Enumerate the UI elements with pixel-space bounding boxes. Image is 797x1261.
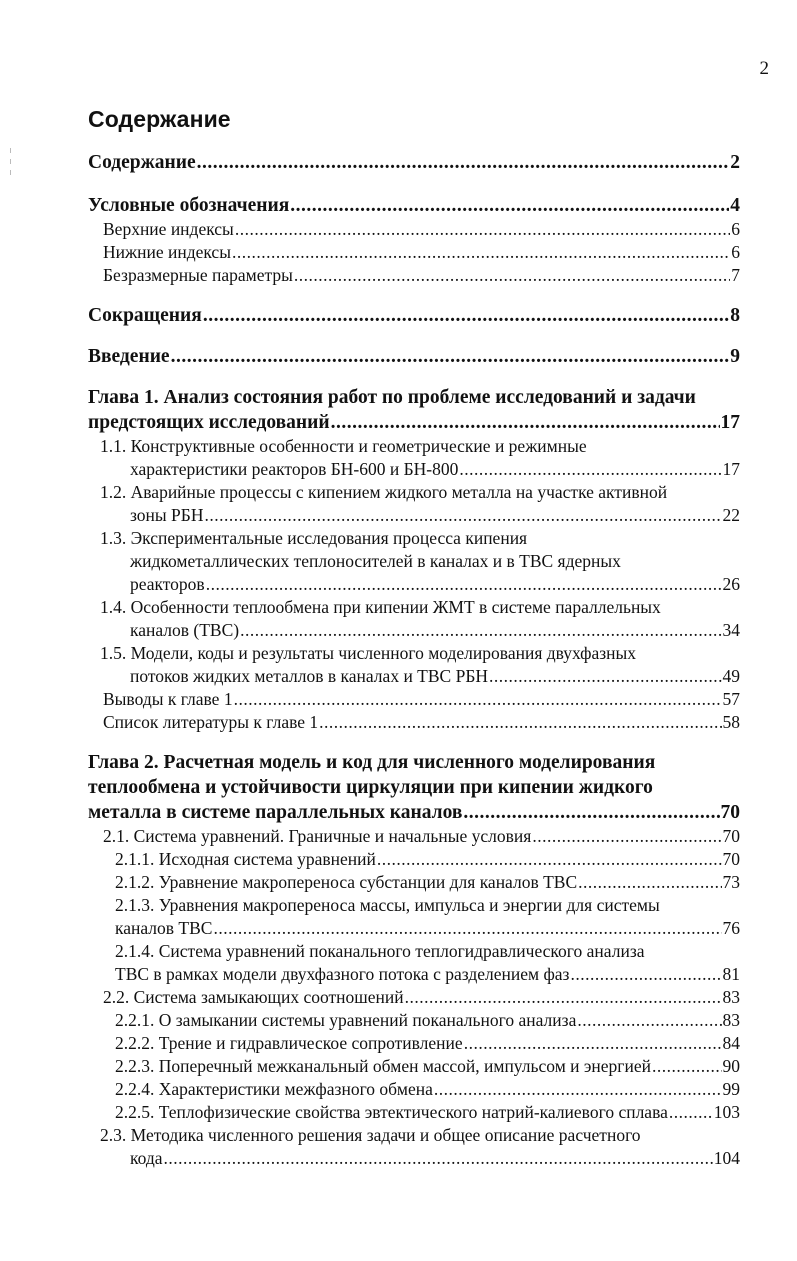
- toc-page-number: 2: [730, 152, 740, 173]
- toc-page-number: 104: [713, 1148, 740, 1168]
- toc-page-number: 57: [722, 689, 740, 709]
- dot-leader: [232, 241, 730, 264]
- dot-leader: [405, 986, 722, 1009]
- toc-entry-text-line: Глава 1. Анализ состояния работ по проблеме исследований и задачи: [88, 387, 696, 408]
- toc-entry[interactable]: [88, 871, 740, 894]
- toc-page-number: 84: [722, 1033, 740, 1053]
- toc-page-number: 8: [730, 305, 740, 326]
- toc-page-number: 17: [720, 412, 740, 433]
- toc-entry-title: 2.2. Система замыкающих соотношений: [103, 987, 404, 1007]
- toc-entry[interactable]: [88, 1009, 740, 1032]
- toc-page-number: 70: [722, 826, 740, 846]
- toc-entry[interactable]: [88, 527, 740, 596]
- toc-entry[interactable]: [88, 596, 740, 642]
- dot-leader: [459, 458, 721, 481]
- toc-entry[interactable]: [88, 1101, 740, 1124]
- toc-page-number: 7: [731, 265, 740, 285]
- toc-entry-text-line: 2.3. Методика численного решения задачи и общее описание расчетного: [100, 1125, 641, 1145]
- toc-entry-text-line: 2.1.4. Система уравнений поканального теплогидравлического анализа: [115, 941, 645, 961]
- toc-entry-text-line: Глава 2. Расчетная модель и код для численного моделирования: [88, 752, 656, 773]
- toc-entry-text-line: 1.1. Конструктивные особенности и геометрические и режимные: [100, 436, 587, 456]
- dot-leader: [377, 848, 722, 871]
- dot-leader: [652, 1055, 722, 1078]
- toc-entry-title: 2.2.5. Теплофизические свойства эвтектического натрий-калиевого сплава: [115, 1102, 668, 1122]
- toc-entry-title: Содержание: [88, 152, 196, 173]
- dot-leader: [669, 1101, 713, 1124]
- dot-leader: [235, 218, 730, 241]
- toc-entry[interactable]: [88, 1055, 740, 1078]
- dot-leader: [331, 410, 720, 435]
- dot-leader: [204, 504, 721, 527]
- toc-entry-title: Безразмерные параметры: [103, 265, 293, 285]
- toc-page-number: 99: [722, 1079, 740, 1099]
- toc-page-number: 4: [730, 195, 740, 216]
- toc-entry[interactable]: [88, 264, 740, 287]
- toc-entry-text-line: 1.2. Аварийные процессы с кипением жидкого металла на участке активной: [100, 482, 668, 502]
- toc-entry[interactable]: [88, 711, 740, 734]
- dot-leader: [570, 963, 721, 986]
- toc-entry-title: 2.2.4. Характеристики межфазного обмена: [115, 1079, 433, 1099]
- dot-leader: [463, 800, 719, 825]
- dot-leader: [577, 1009, 721, 1032]
- toc-entry[interactable]: [88, 150, 740, 175]
- toc-entry-text-line: 1.5. Модели, коды и результаты численного моделирования двухфазных: [100, 643, 637, 663]
- toc-entry[interactable]: [88, 193, 740, 218]
- page-number: 2: [759, 58, 769, 79]
- toc-entry-text-line: жидкометаллических теплоносителей в каналах и в ТВС ядерных: [130, 551, 621, 571]
- dot-leader: [203, 303, 729, 328]
- toc-page-number: 70: [722, 849, 740, 869]
- toc-entry[interactable]: [88, 303, 740, 328]
- scan-artifact-marks: [8, 148, 14, 188]
- toc-entry-title: 2.1. Система уравнений. Граничные и начальные условия: [103, 826, 532, 846]
- toc-entry[interactable]: [88, 481, 740, 527]
- toc-entry-title: Выводы к главе 1: [103, 689, 233, 709]
- toc-entry[interactable]: [88, 344, 740, 369]
- toc-entry[interactable]: [88, 1124, 740, 1170]
- toc-entry[interactable]: [88, 986, 740, 1009]
- dot-leader: [290, 193, 729, 218]
- toc-entry-title: 2.1.2. Уравнение макропереноса субстанции для каналов ТВС: [115, 872, 578, 892]
- toc-page-number: 70: [720, 802, 740, 823]
- dot-leader: [164, 1147, 713, 1170]
- dot-leader: [319, 711, 721, 734]
- toc-entry-title: ТВС в рамках модели двухфазного потока с разделением фаз: [115, 964, 570, 984]
- toc-entry[interactable]: [88, 848, 740, 871]
- table-of-contents: [88, 150, 740, 1170]
- toc-entry-title: Нижние индексы: [103, 242, 231, 262]
- toc-entry-title: характеристики реакторов БН-600 и БН-800: [130, 459, 459, 479]
- dot-leader: [206, 573, 722, 596]
- toc-page-number: 103: [713, 1102, 740, 1122]
- toc-entry-title: каналов ТВС: [115, 918, 213, 938]
- toc-entry-title: реакторов: [130, 574, 205, 594]
- toc-page-number: 6: [731, 219, 740, 239]
- page-title: Содержание: [88, 106, 231, 132]
- toc-entry-text-line: теплообмена и устойчивости циркуляции при кипении жидкого: [88, 777, 653, 798]
- toc-entry-text-line: 1.3. Экспериментальные исследования процесса кипения: [100, 528, 528, 548]
- toc-entry[interactable]: [88, 750, 740, 825]
- toc-entry-title: потоков жидких металлов в каналах и ТВС РБН: [130, 666, 489, 686]
- toc-page-number: 73: [722, 872, 740, 892]
- toc-entry-title: 2.2.1. О замыкании системы уравнений поканального анализа: [115, 1010, 577, 1030]
- dot-leader: [532, 825, 721, 848]
- toc-page-number: 90: [722, 1056, 740, 1076]
- dot-leader: [234, 688, 722, 711]
- toc-entry-title: Введение: [88, 346, 170, 367]
- dot-leader: [197, 150, 730, 175]
- toc-page-number: 58: [722, 712, 740, 732]
- toc-entry-title: 2.2.3. Поперечный межканальный обмен массой, импульсом и энергией: [115, 1056, 651, 1076]
- toc-entry[interactable]: [88, 385, 740, 435]
- toc-entry[interactable]: [88, 940, 740, 986]
- toc-page-number: 6: [731, 242, 740, 262]
- toc-entry-title: каналов (ТВС): [130, 620, 240, 640]
- toc-entry-title: Сокращения: [88, 305, 202, 326]
- toc-page-number: 49: [722, 666, 740, 686]
- toc-entry[interactable]: [88, 241, 740, 264]
- dot-leader: [294, 264, 730, 287]
- toc-entry-title: 2.2.2. Трение и гидравлическое сопротивление: [115, 1033, 463, 1053]
- toc-entry[interactable]: [88, 1032, 740, 1055]
- toc-entry[interactable]: [88, 825, 740, 848]
- toc-entry-text-line: 2.1.3. Уравнения макропереноса массы, импульса и энергии для системы: [115, 895, 660, 915]
- toc-entry-text-line: 1.4. Особенности теплообмена при кипении ЖМТ в системе параллельных: [100, 597, 661, 617]
- toc-entry-title: зоны РБН: [130, 505, 204, 525]
- dot-leader: [240, 619, 721, 642]
- toc-page-number: 17: [722, 459, 740, 479]
- dot-leader: [489, 665, 721, 688]
- dot-leader: [171, 344, 730, 369]
- dot-leader: [464, 1032, 722, 1055]
- dot-leader: [213, 917, 721, 940]
- toc-entry-title: Верхние индексы: [103, 219, 234, 239]
- toc-entry-title: металла в системе параллельных каналов: [88, 802, 463, 823]
- toc-page-number: 26: [722, 574, 740, 594]
- dot-leader: [434, 1078, 722, 1101]
- toc-entry[interactable]: [88, 435, 740, 481]
- toc-entry[interactable]: [88, 218, 740, 241]
- toc-entry[interactable]: [88, 642, 740, 688]
- dot-leader: [578, 871, 721, 894]
- toc-page-number: 9: [730, 346, 740, 367]
- toc-entry[interactable]: [88, 1078, 740, 1101]
- toc-page-number: 83: [722, 987, 740, 1007]
- toc-page-number: 22: [722, 505, 740, 525]
- toc-entry-title: Список литературы к главе 1: [103, 712, 319, 732]
- toc-page-number: 81: [722, 964, 740, 984]
- toc-entry[interactable]: [88, 688, 740, 711]
- toc-page-number: 34: [722, 620, 740, 640]
- toc-page-number: 76: [722, 918, 740, 938]
- toc-page-number: 83: [722, 1010, 740, 1030]
- toc-entry-title: Условные обозначения: [88, 195, 290, 216]
- toc-entry[interactable]: [88, 894, 740, 940]
- toc-entry-title: 2.1.1. Исходная система уравнений: [115, 849, 376, 869]
- toc-entry-title: кода: [130, 1148, 163, 1168]
- toc-entry-title: предстоящих исследований: [88, 412, 330, 433]
